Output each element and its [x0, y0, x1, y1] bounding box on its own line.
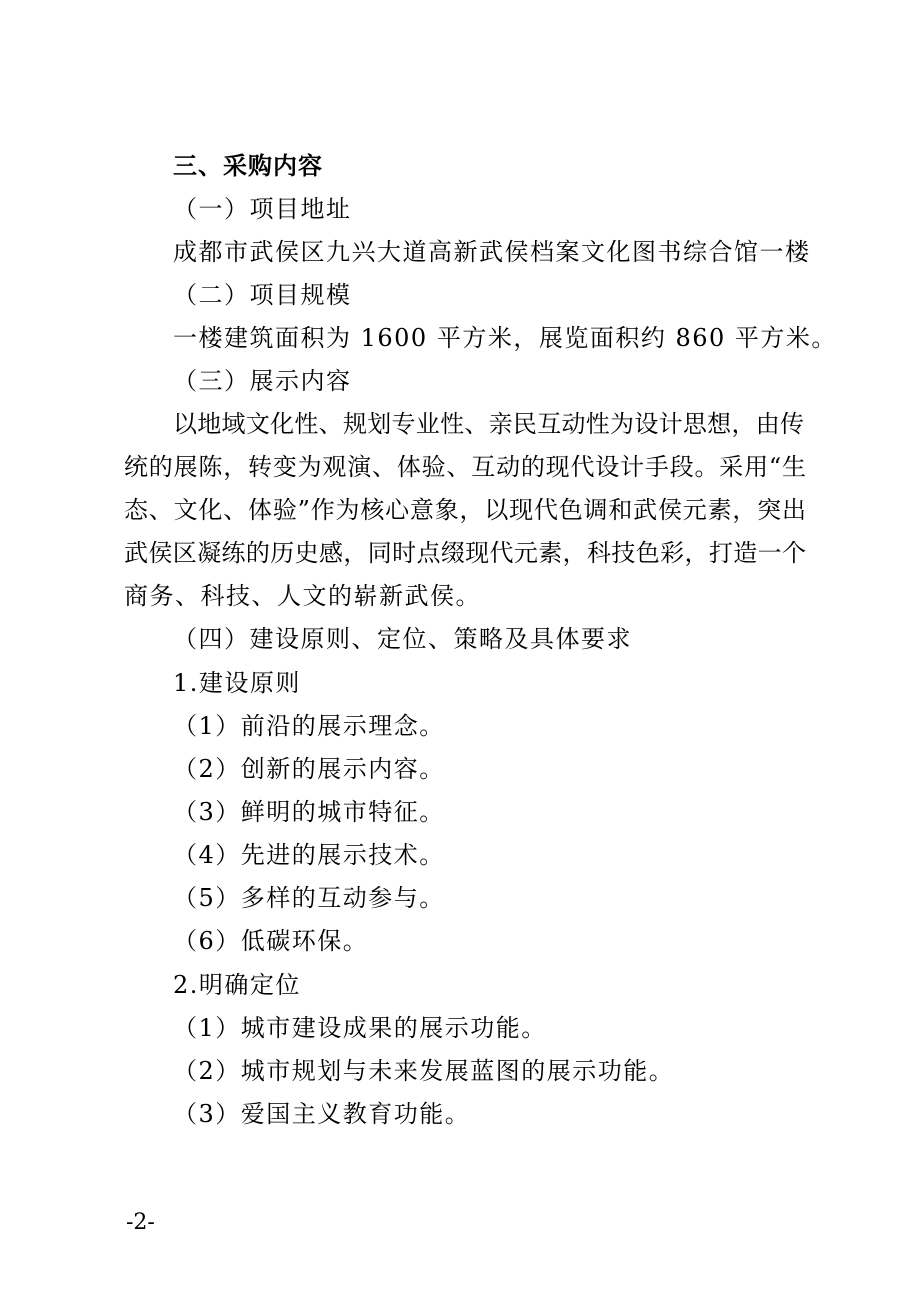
page-number: -2-	[126, 1210, 155, 1235]
positioning-item: （1）城市建设成果的展示功能。	[173, 1014, 547, 1042]
principles-title: 1.建设原则	[173, 669, 301, 697]
content-paragraph-line: 以地域文化性、规划专业性、亲民互动性为设计思想，由传	[173, 410, 804, 438]
content-title: （三）展示内容	[173, 367, 352, 395]
principle-item: （3）鲜明的城市特征。	[173, 798, 445, 826]
principle-item: （2）创新的展示内容。	[173, 755, 445, 783]
requirements-title: （四）建设原则、定位、策略及具体要求	[173, 625, 632, 653]
content-paragraph-line: 统的展陈，转变为观演、体验、互动的现代设计手段。采用“生	[124, 453, 806, 481]
positioning-title: 2.明确定位	[173, 971, 301, 999]
content-paragraph-line: 武侯区凝练的历史感，同时点缀现代元素，科技色彩，打造一个	[124, 539, 806, 567]
principle-item: （5）多样的互动参与。	[173, 884, 445, 912]
positioning-item: （3）爱国主义教育功能。	[173, 1100, 471, 1128]
positioning-item: （2）城市规划与未来发展蓝图的展示功能。	[173, 1057, 675, 1085]
scale-text: 一楼建筑面积为 1600 平方米，展览面积约 860 平方米。	[173, 324, 837, 352]
principle-item: （6）低碳环保。	[173, 927, 369, 955]
principle-item: （1）前沿的展示理念。	[173, 712, 445, 740]
section-heading: 三、采购内容	[173, 152, 323, 180]
content-paragraph-line: 商务、科技、人文的崭新武侯。	[124, 582, 481, 610]
address-text: 成都市武侯区九兴大道高新武侯档案文化图书综合馆一楼	[173, 238, 811, 266]
scale-title: （二）项目规模	[173, 281, 352, 309]
address-title: （一）项目地址	[173, 195, 352, 223]
principle-item: （4）先进的展示技术。	[173, 841, 445, 869]
content-paragraph-line: 态、文化、体验”作为核心意象，以现代色调和武侯元素，突出	[124, 496, 806, 524]
